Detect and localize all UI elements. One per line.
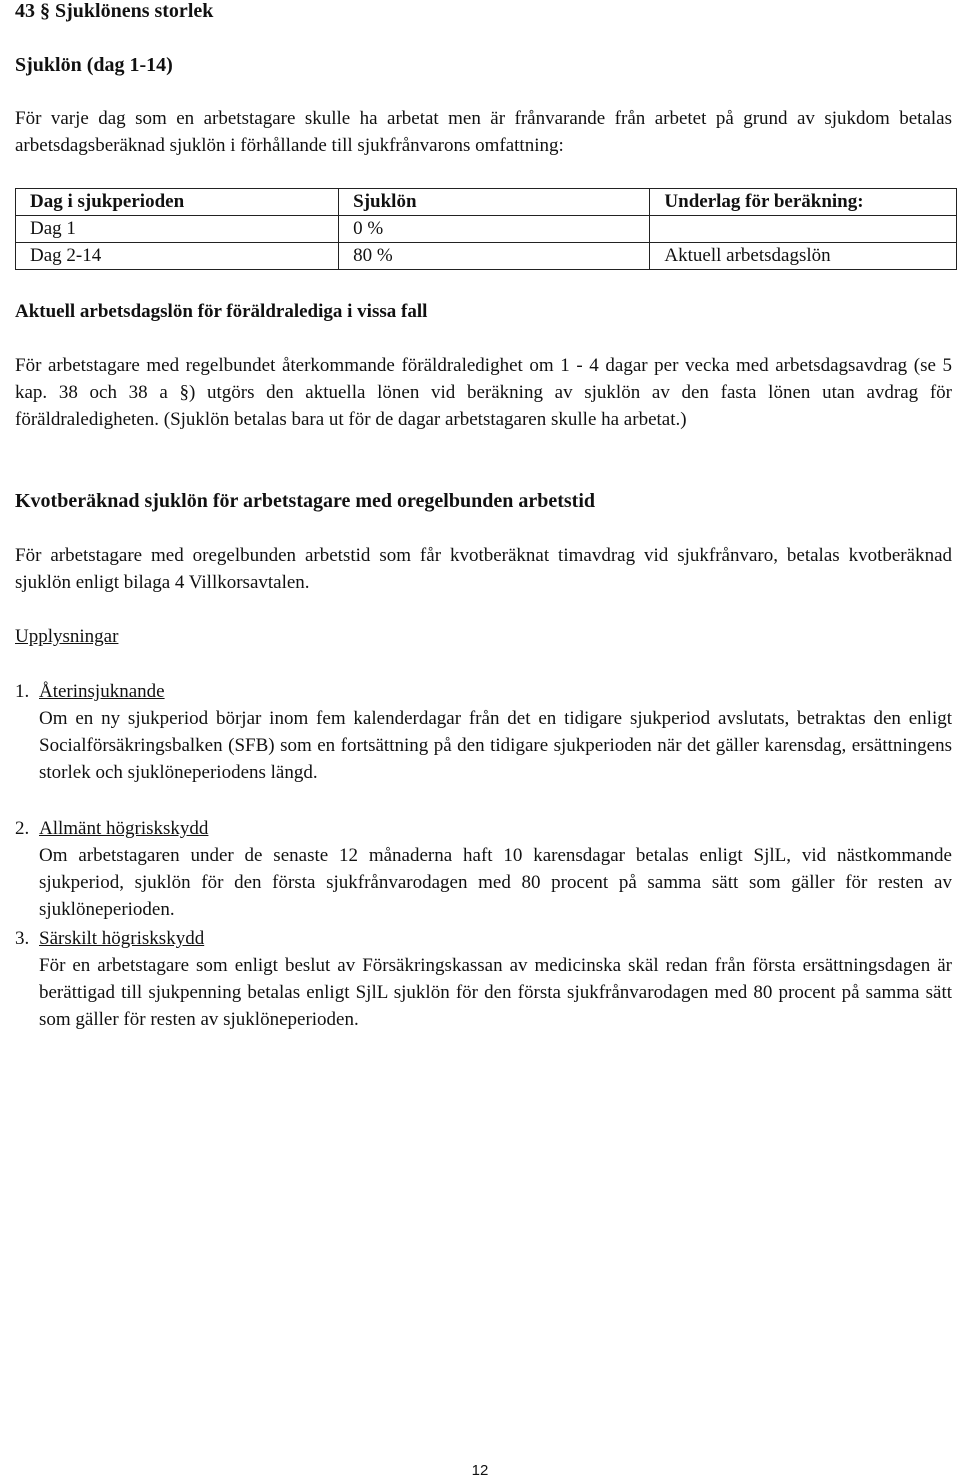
table-cell bbox=[650, 216, 957, 243]
parental-paragraph: För arbetstagare med regelbundet återkommande föräldraledighet om 1 - 4 dagar per vecka med arbetsdagsavdrag (se 5 kap. 38 och 38 a §) utgörs den aktuella lönen vid beräkning av sjuklön av den fasta lönen utan avdrag för föräldraledigheten. (Sjuklön betalas bara ut för de dagar arbetstagaren skulle ha arbetat.) bbox=[15, 355, 952, 430]
table-cell: Dag 2-14 bbox=[16, 243, 339, 270]
info-item-body: Om en ny sjukperiod börjar inom fem kalenderdagar från det en tidigare sjukperiod avslutats, betraktas den enligt Socialförsäkringsbalken (SFB) som en fortsättning på den tidigare sjukperioden när det gäller karensdag, ersättningens storlek och sjuklöneperiodens längd. bbox=[39, 708, 952, 783]
section-title-parental: Aktuell arbetsdagslön för föräldralediga i vissa fall bbox=[15, 301, 428, 322]
info-item-title: Återinsjuknande bbox=[39, 681, 165, 702]
table-header-cell: Dag i sjukperioden bbox=[16, 189, 339, 216]
table-cell: 0 % bbox=[339, 216, 650, 243]
table-header-cell: Underlag för beräkning: bbox=[650, 189, 957, 216]
info-item-title: Särskilt högriskskydd bbox=[39, 928, 205, 949]
section-title-quota: Kvotberäknad sjuklön för arbetstagare med oregelbunden arbetstid bbox=[15, 490, 596, 512]
info-title: Upplysningar bbox=[15, 626, 119, 647]
intro-paragraph: För varje dag som en arbetstagare skulle ha arbetat men är frånvarande från arbetet på grund av sjukdom betalas arbetsdagsberäknad sjuklön i förhållande till sjukfrånvarons omfattning: bbox=[15, 108, 952, 156]
info-item-number: 1. bbox=[15, 681, 30, 702]
info-item bbox=[15, 678, 952, 813]
info-item-title: Allmänt högriskskydd bbox=[39, 818, 209, 839]
table-header-row bbox=[16, 189, 957, 216]
table-row bbox=[16, 243, 957, 270]
table-cell: Aktuell arbetsdagslön bbox=[650, 243, 957, 270]
info-item bbox=[15, 815, 952, 923]
table-cell: 80 % bbox=[339, 243, 650, 270]
subheading: Sjuklön (dag 1-14) bbox=[15, 54, 173, 76]
sick-pay-table bbox=[15, 188, 957, 270]
quota-paragraph: För arbetstagare med oregelbunden arbetstid som får kvotberäknat timavdrag vid sjukfrånvaro, betalas kvotberäknad sjuklön enligt bilaga 4 Villkorsavtalen. bbox=[15, 545, 952, 593]
page-number: 12 bbox=[471, 1462, 489, 1479]
info-item bbox=[15, 925, 952, 1033]
table-row bbox=[16, 216, 957, 243]
info-item-body: Om arbetstagaren under de senaste 12 månaderna haft 10 karensdagar betalas enligt SjlL, vid nästkommande sjukperiod, sjuklön för den första sjukfrånvarodagen med 80 procent på samma sätt som gäller för resten av sjuklöneperioden. bbox=[39, 845, 952, 920]
table-cell: Dag 1 bbox=[16, 216, 339, 243]
info-item-number: 3. bbox=[15, 928, 30, 949]
info-item-number: 2. bbox=[15, 818, 30, 839]
info-item-body: För en arbetstagare som enligt beslut av Försäkringskassan av medicinska skäl redan från första ersättningsdagen är berättigad till sjukpenning betalas enligt SjlL sjuklön för den första sjukfrånvarodagen med 80 procent på samma sätt som gäller för resten av sjuklöneperioden. bbox=[39, 955, 952, 1030]
table-header-cell: Sjuklön bbox=[339, 189, 650, 216]
section-heading: 43 § Sjuklönens storlek bbox=[15, 0, 214, 22]
